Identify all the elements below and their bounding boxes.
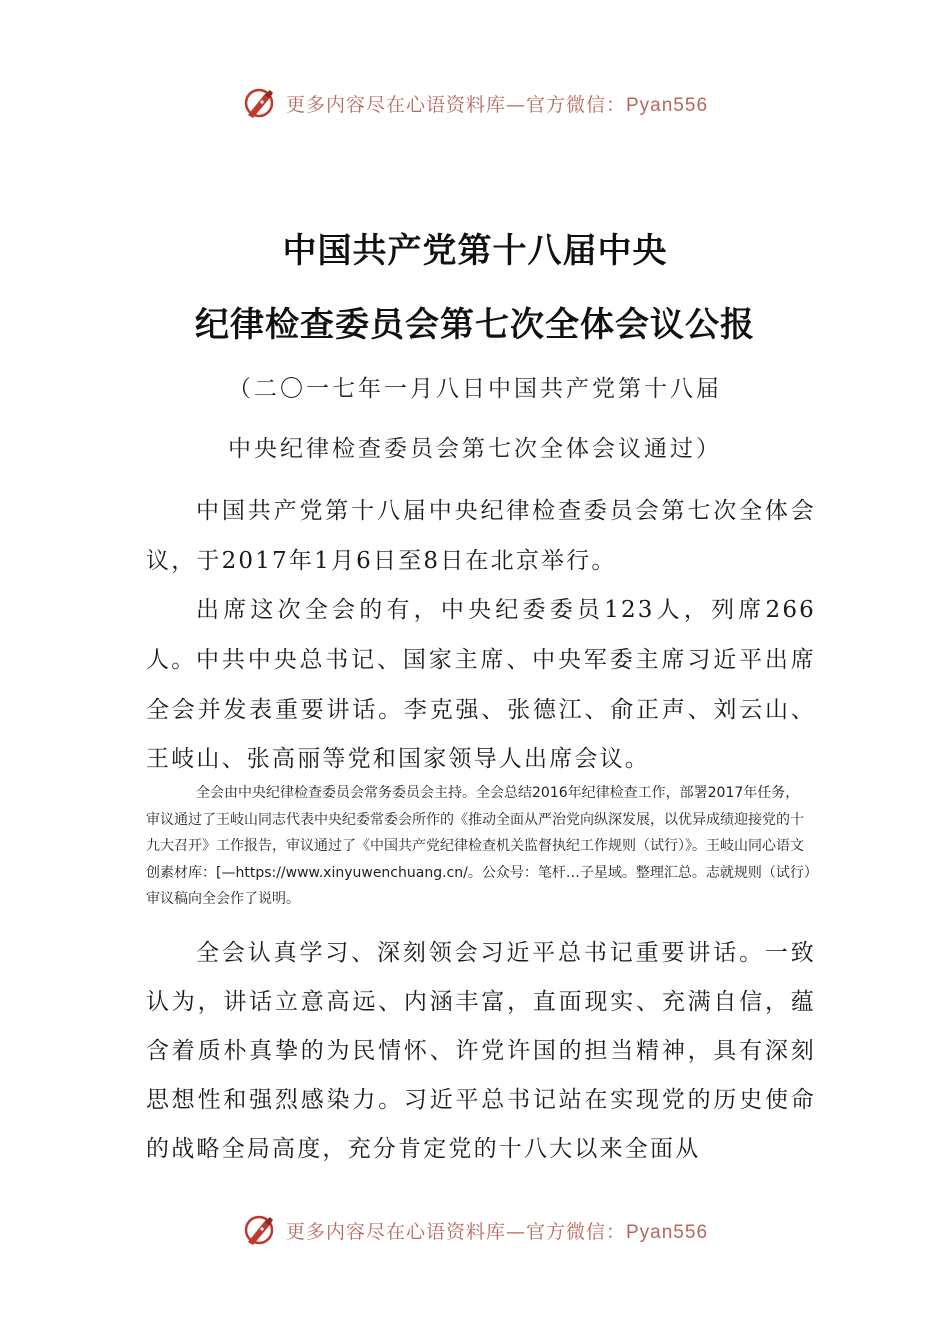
watermark-text bbox=[286, 1217, 708, 1244]
pen-nib-circle-icon bbox=[242, 85, 278, 121]
subtitle-line1: （二〇一七年一月八日中国共产党第十八届 bbox=[228, 376, 722, 402]
document-title-line1: 中国共产党第十八届中央 bbox=[282, 231, 668, 271]
watermark-handle: Pyan556 bbox=[626, 1221, 709, 1243]
document-title-line2: 纪律检查委员会第七次全体会议公报 bbox=[195, 305, 755, 345]
footer-watermark bbox=[0, 1210, 950, 1250]
watermark-cn: 更多内容尽在心语资料库—官方微信： bbox=[285, 1220, 626, 1243]
header-watermark bbox=[0, 83, 950, 123]
paragraph-attendance: 出席这次全会的有，中央纪委委员123人，列席266人。 bbox=[146, 597, 816, 673]
watermark-handle: Pyan556 bbox=[626, 94, 709, 116]
subtitle-line2: 中央纪律检查委员会第七次全体会议通过） bbox=[228, 436, 722, 462]
watermark-text bbox=[286, 90, 708, 117]
paragraph-session-summary: 全会由中央纪律检查委员会常务委员会主持。全会总结2016年纪律检查工作，部署2017年任务，审议通过了王岐山同志代表中央纪委常委会所作的《推动全面从严治党向纵深发展，以优异成绩迎接党的十九大召开》工作报告，审议通过了《中国共产党纪律检查机关监督执纪工作规则（试行）》。王岐山同心语文创素材库：[—https://www.xinyuwenchuang.cn/。公众号：笔杆…子星域。整理汇总。志就规则（试行）审议稿向全会作了说明。 bbox=[146, 785, 811, 907]
paragraph-leaders: 中共中央总书记、国家主席、中央军委主席习近平出席全会并发表重要讲话。李克强、张德江、俞正声、刘云山、王岐山、张高丽等党和国家领导人出席会议。 bbox=[146, 647, 816, 772]
paragraph-meeting-info: 中国共产党第十八届中央纪律检查委员会第七次全体会议，于2017年1月6日至8日在北京举行。 bbox=[146, 498, 816, 574]
pen-nib-circle-icon bbox=[242, 1212, 278, 1248]
paragraph-speech-study: 全会认真学习、深刻领会习近平总书记重要讲话。一致认为，讲话立意高远、内涵丰富，直面现实、充满自信，蕴含着质朴真挚的为民情怀、许党许国的担当精神，具有深刻思想性和强烈感染力。习近平总书记站在实现党的历史使命的战略全局高度，充分肯定党的十八大以来全面从 bbox=[146, 940, 816, 1162]
watermark-cn: 更多内容尽在心语资料库—官方微信： bbox=[285, 93, 626, 116]
